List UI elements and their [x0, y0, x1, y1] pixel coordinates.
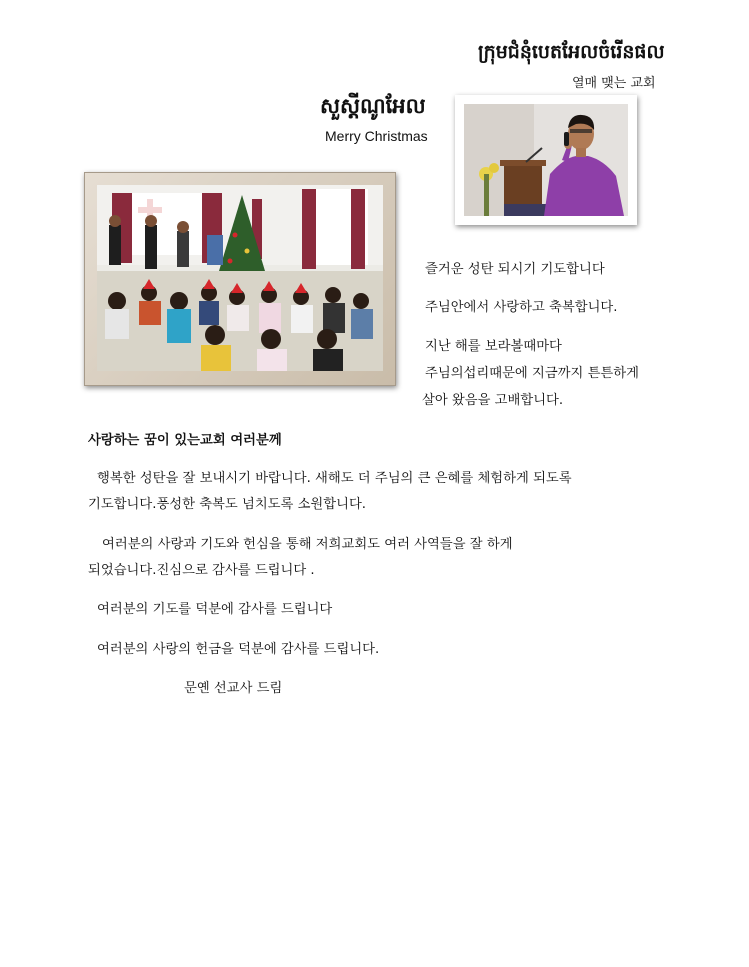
paragraph-3: 여러분의 기도를 덕분에 감사를 드립니다 [97, 602, 333, 617]
title-english: Merry Christmas [325, 128, 428, 144]
greeting-line-4: 주님의섭리때문에 지금까지 튼튼하게 [425, 366, 639, 381]
paragraph-2-line-1: 여러분의 사랑과 기도와 헌심을 통해 저희교회도 여러 사역들을 잘 하게 [102, 537, 513, 552]
paragraph-4: 여러분의 사랑의 헌금을 덕분에 감사를 드립니다. [97, 642, 380, 657]
paragraph-1-line-1: 행복한 성탄을 잘 보내시기 바랍니다. 새해도 더 주님의 큰 은혜를 체험하게 되도록 [97, 471, 572, 486]
congregation-photo-illustration [97, 185, 383, 371]
pastor-photo-illustration [464, 104, 628, 216]
pastor-photo [455, 95, 637, 225]
paragraph-1-line-2: 기도합니다.풍성한 축복도 넘치도록 소원합니다. [88, 497, 367, 512]
greeting-line-3: 지난 해를 보라볼때마다 [425, 339, 562, 354]
congregation-photo [84, 172, 396, 386]
greeting-line-2: 주님안에서 사랑하고 축복합니다. [425, 300, 618, 315]
letter-salutation: 사랑하는 꿈이 있는교회 여러분께 [88, 433, 282, 448]
signature: 문옌 선교사 드림 [184, 681, 283, 696]
title-khmer: សួស្តីណូអែល [320, 94, 426, 118]
church-name-khmer: ក្រុមជំនុំបេតអែលចំរើនផល [478, 41, 665, 63]
paragraph-2-line-2: 되었습니다.진심으로 감사를 드립니다 . [88, 563, 315, 578]
church-name-korean: 열매 맺는 교회 [572, 76, 656, 91]
greeting-line-5: 살아 왔음을 고배합니다. [422, 393, 564, 408]
greeting-line-1: 즐거운 성탄 되시기 기도합니다 [425, 262, 605, 277]
